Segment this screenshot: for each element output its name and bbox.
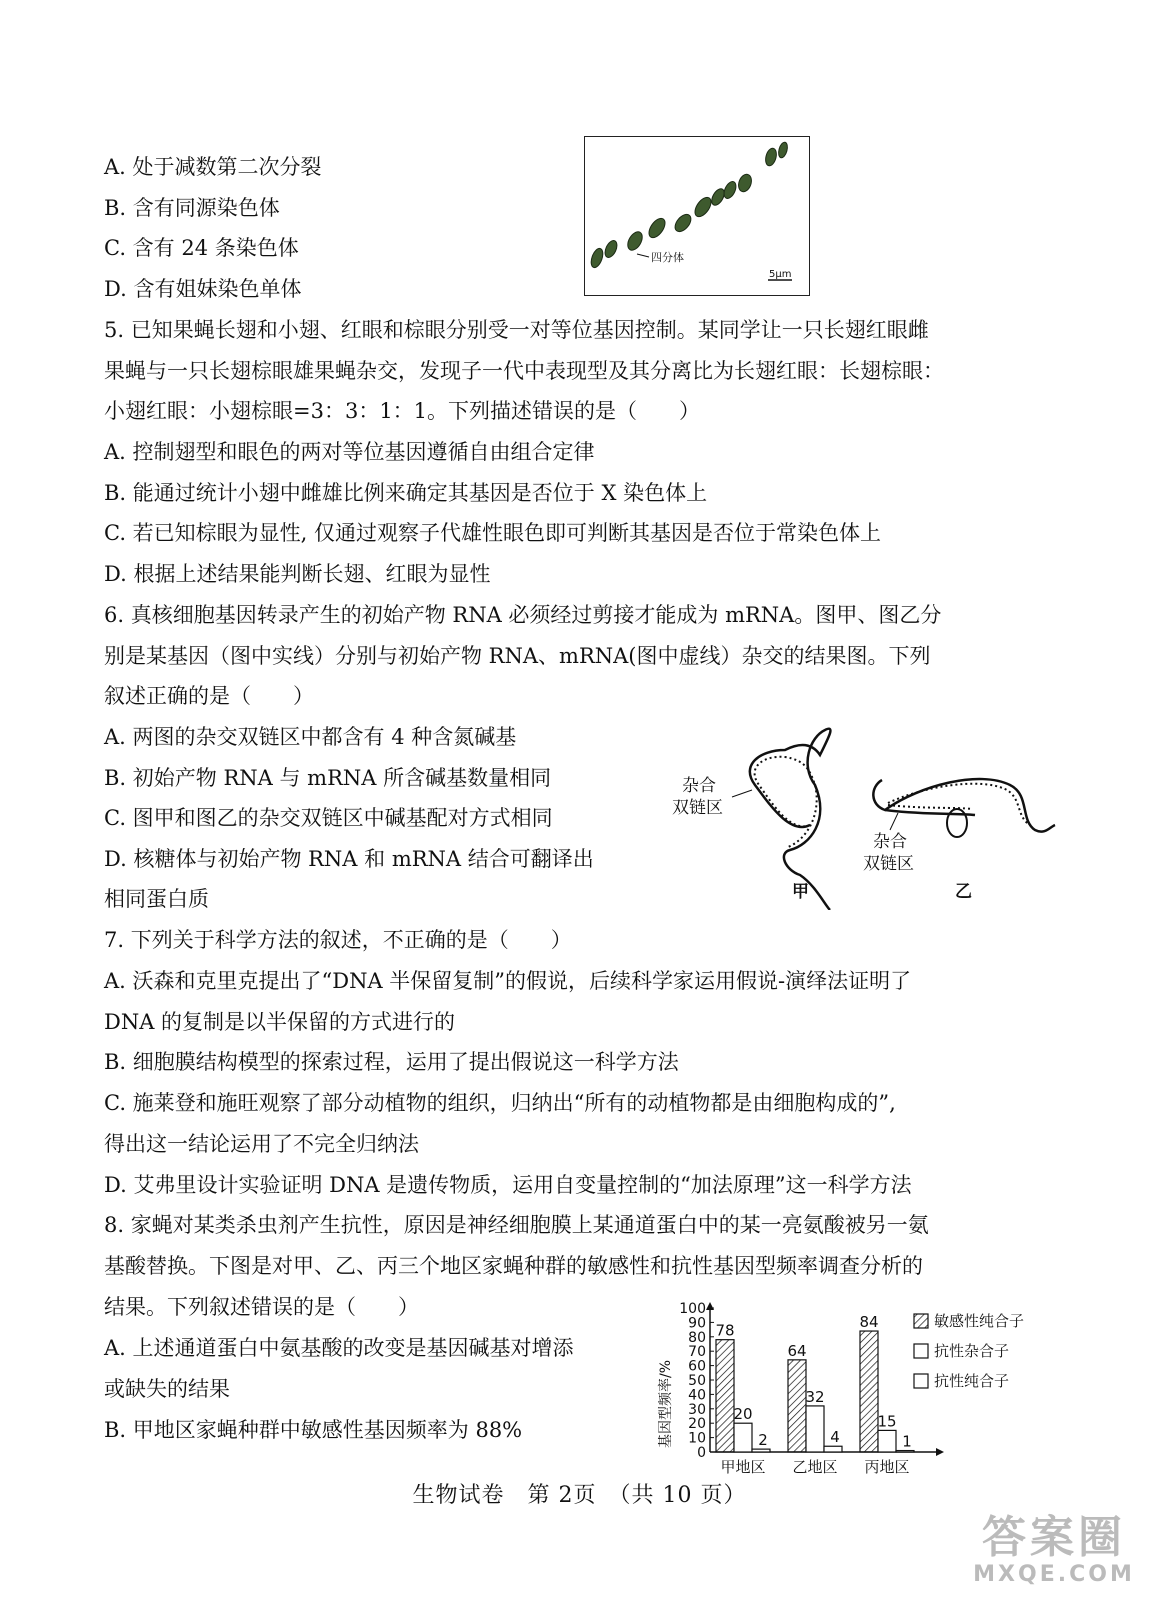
fig-jia-hybrid-label-2: 双链区 bbox=[672, 798, 723, 818]
q7-option-d: D. 艾弗里设计实验证明 DNA 是遗传物质，运用自变量控制的“加法原理”这一科学方法 bbox=[104, 1173, 912, 1197]
bar-2-0 bbox=[860, 1331, 878, 1452]
q7-option-c-line-1: C. 施莱登和施旺观察了部分动植物的组织，归纳出“所有的动植物都是由细胞构成的”, bbox=[104, 1091, 896, 1115]
q7-option-a-line-2: DNA 的复制是以半保留的方式进行的 bbox=[104, 1010, 456, 1034]
bar-2-1 bbox=[878, 1430, 896, 1452]
q8-option-a-line-2: 或缺失的结果 bbox=[104, 1377, 230, 1401]
q6-option-d-continued: 相同蛋白质 bbox=[104, 887, 209, 911]
q8-option-a-line-1: A. 上述通道蛋白中氨基酸的改变是基因碱基对增添 bbox=[104, 1336, 574, 1360]
q6-stem-line-3: 叙述正确的是（ ） bbox=[104, 684, 314, 708]
q4-option-b: B. 含有同源染色体 bbox=[104, 196, 280, 220]
x-category-label: 甲地区 bbox=[720, 1458, 766, 1476]
micrograph-image bbox=[585, 137, 808, 294]
y-tick-label: 60 bbox=[688, 1358, 706, 1375]
q5-option-c: C. 若已知棕眼为显性, 仅通过观察子代雄性眼色即可判断其基因是否位于常染色体上 bbox=[104, 521, 882, 545]
watermark-text: 答案圈 bbox=[982, 1512, 1126, 1563]
fig-yi-hybrid-label-1: 杂合 bbox=[873, 832, 907, 852]
bar-0-1 bbox=[734, 1423, 752, 1452]
y-tick-label: 90 bbox=[688, 1315, 706, 1332]
q7-stem: 7. 下列关于科学方法的叙述，不正确的是（ ） bbox=[104, 928, 572, 952]
tetrad-label: 四分体 bbox=[651, 251, 684, 264]
q4-option-c: C. 含有 24 条染色体 bbox=[104, 236, 299, 260]
bar-2-2 bbox=[896, 1451, 914, 1452]
bar-value-label: 20 bbox=[733, 1405, 753, 1424]
bar-value-label: 64 bbox=[787, 1341, 807, 1360]
x-category-label: 乙地区 bbox=[792, 1458, 838, 1476]
y-tick-label: 30 bbox=[688, 1401, 706, 1418]
watermark-logo bbox=[959, 1514, 1149, 1594]
fig-yi-hybrid-label-2: 双链区 bbox=[863, 854, 914, 874]
fig-jia-hybrid-label-1: 杂合 bbox=[682, 776, 716, 796]
q5-option-d: D. 根据上述结果能判断长翅、红眼为显性 bbox=[104, 562, 491, 586]
q4-option-d: D. 含有姐妹染色单体 bbox=[104, 277, 302, 301]
y-axis-arrow bbox=[706, 1302, 714, 1310]
bar-1-2 bbox=[824, 1446, 842, 1452]
q7-option-a-line-1: A. 沃森和克里克提出了“DNA 半保留复制”的假说，后续科学家运用假说-演绎法证明了 bbox=[104, 969, 912, 993]
q6-stem-line-1: 6. 真核细胞基因转录产生的初始产物 RNA 必须经过剪接才能成为 mRNA。图甲、图乙分 bbox=[104, 603, 942, 627]
q8-stem-line-1: 8. 家蝇对某类杀虫剂产生抗性，原因是神经细胞膜上某通道蛋白中的某一亮氨酸被另一氨 bbox=[104, 1213, 929, 1237]
legend-label: 抗性杂合子 bbox=[934, 1342, 1010, 1360]
legend-label: 抗性纯合子 bbox=[934, 1372, 1010, 1390]
q5-stem-line-1: 5. 已知果蝇长翅和小翅、红眼和棕眼分别受一对等位基因控制。某同学让一只长翅红眼雌 bbox=[104, 318, 929, 342]
q4-option-a: A. 处于减数第二次分裂 bbox=[104, 155, 322, 179]
y-axis-label: 基因型频率/% bbox=[658, 1359, 674, 1448]
scale-bar-label: 5μm bbox=[769, 269, 792, 280]
bar-value-label: 84 bbox=[859, 1313, 879, 1332]
legend-swatch bbox=[914, 1314, 928, 1328]
y-tick-label: 20 bbox=[688, 1416, 706, 1433]
q7-option-c-line-2: 得出这一结论运用了不完全归纳法 bbox=[104, 1132, 419, 1156]
legend-swatch bbox=[914, 1344, 928, 1358]
fig-jia-label: 甲 bbox=[792, 882, 809, 902]
hybridization-figure bbox=[660, 725, 1060, 910]
q5-option-a: A. 控制翅型和眼色的两对等位基因遵循自由组合定律 bbox=[104, 440, 595, 464]
x-category-label: 丙地区 bbox=[864, 1458, 910, 1476]
bar-value-label: 4 bbox=[830, 1428, 840, 1447]
micrograph-figure bbox=[584, 136, 810, 296]
q8-stem-line-2: 基酸替换。下图是对甲、乙、丙三个地区家蝇种群的敏感性和抗性基因型频率调查分析的 bbox=[104, 1254, 923, 1278]
bar-1-0 bbox=[788, 1360, 806, 1452]
q6-option-a: A. 两图的杂交双链区中都含有 4 种含氮碱基 bbox=[104, 725, 517, 749]
q6-stem-line-2: 别是某基因（图中实线）分别与初始产物 RNA、mRNA(图中虚线）杂交的结果图。下列 bbox=[104, 644, 931, 668]
x-axis-arrow bbox=[936, 1448, 944, 1456]
bar-value-label: 32 bbox=[805, 1387, 825, 1406]
q8-stem-line-3: 结果。下列叙述错误的是（ ） bbox=[104, 1295, 419, 1319]
y-tick-label: 80 bbox=[688, 1329, 706, 1346]
bar-value-label: 1 bbox=[902, 1432, 912, 1451]
q7-option-b: B. 细胞膜结构模型的探索过程，运用了提出假说这一科学方法 bbox=[104, 1050, 679, 1074]
y-tick-label: 100 bbox=[679, 1301, 706, 1317]
bar-1-1 bbox=[806, 1406, 824, 1452]
bar-value-label: 15 bbox=[877, 1412, 897, 1431]
genotype-frequency-chart bbox=[652, 1296, 1062, 1476]
q5-stem-line-2: 果蝇与一只长翅棕眼雄果蝇杂交，发现子一代中表现型及其分离比为长翅红眼：长翅棕眼： bbox=[104, 359, 944, 383]
q8-option-b: B. 甲地区家蝇种群中敏感性基因频率为 88% bbox=[104, 1418, 523, 1442]
bar-0-0 bbox=[716, 1340, 734, 1452]
q6-option-c: C. 图甲和图乙的杂交双链区中碱基配对方式相同 bbox=[104, 806, 553, 830]
fig-yi-label: 乙 bbox=[955, 882, 972, 902]
q5-option-b: B. 能通过统计小翅中雌雄比例来确定其基因是否位于 X 染色体上 bbox=[104, 481, 708, 505]
y-tick-label: 70 bbox=[688, 1344, 706, 1361]
y-tick-label: 0 bbox=[697, 1445, 706, 1461]
bar-0-2 bbox=[752, 1449, 770, 1452]
q6-option-b: B. 初始产物 RNA 与 mRNA 所含碱基数量相同 bbox=[104, 766, 552, 790]
y-tick-label: 40 bbox=[688, 1387, 706, 1404]
y-tick-label: 50 bbox=[688, 1373, 706, 1389]
q5-stem-line-3: 小翅红眼：小翅棕眼=3：3：1：1。下列描述错误的是（ ） bbox=[104, 399, 701, 423]
y-tick-label: 10 bbox=[688, 1430, 706, 1447]
q6-option-d: D. 核糖体与初始产物 RNA 和 mRNA 结合可翻译出 bbox=[104, 847, 594, 871]
bar-value-label: 2 bbox=[758, 1431, 768, 1450]
legend-label: 敏感性纯合子 bbox=[934, 1312, 1025, 1330]
legend-swatch bbox=[914, 1374, 928, 1388]
page-footer: 生物试卷 第 2页 （共 10 页） bbox=[412, 1483, 747, 1508]
bar-value-label: 78 bbox=[715, 1321, 735, 1340]
watermark-url: MXQE.COM bbox=[973, 1562, 1135, 1587]
